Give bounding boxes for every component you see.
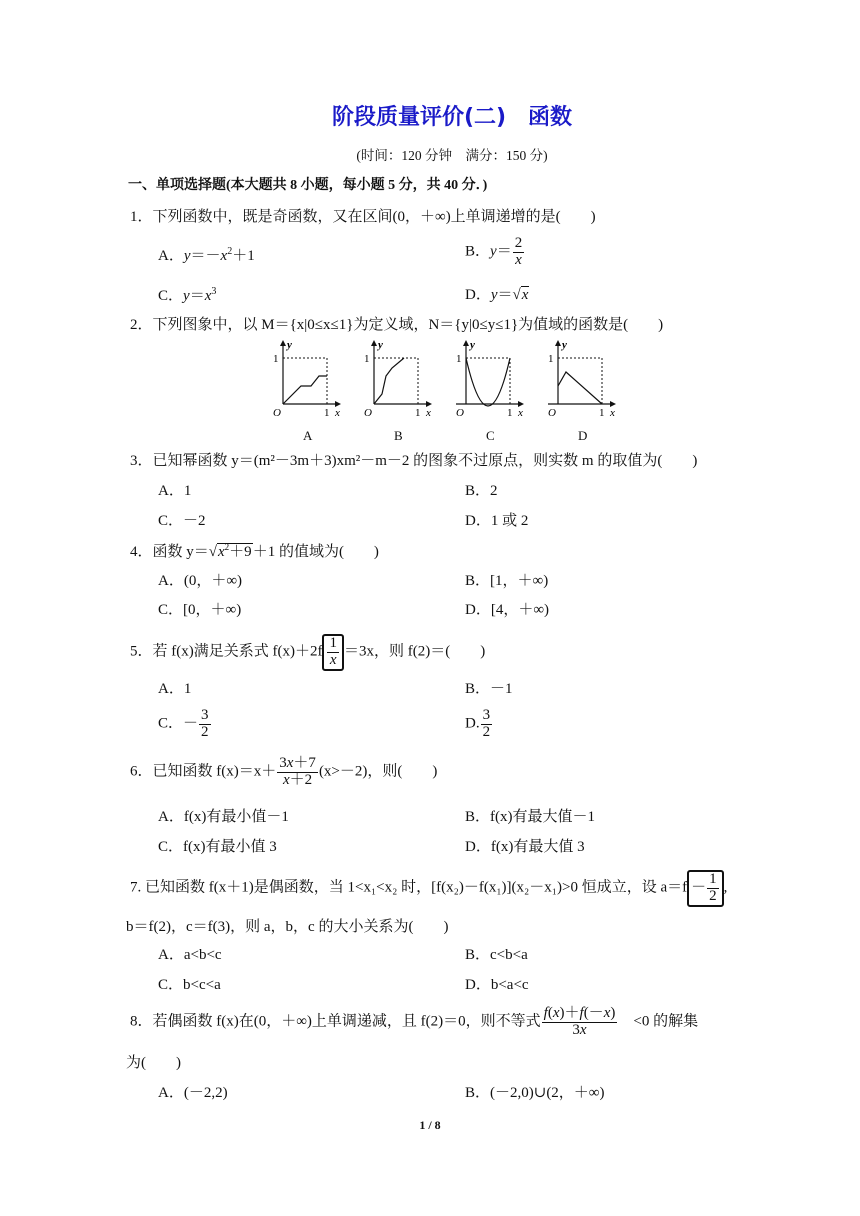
question-3-option-c: C．－2 (158, 513, 206, 529)
graph-d (540, 338, 620, 420)
question-7-stem: 7. 已知函数 f(x＋1)是偶函数，当 1<x₁<x₂ 时，[f(x₂)－f(x₁)](x₂－x₁)>0 恒成立，设 a＝f － $\frac{1}{2}$ , (130, 870, 727, 907)
question-4-option-b: B．[1，＋∞) (465, 573, 549, 589)
axis-y-label: y (287, 339, 292, 351)
question-3-stem: 3．已知幂函数 y＝(m²－3m＋3)xm²－m－2 的图象不过原点，则实数 m 的取值为( ) (130, 453, 698, 469)
question-6-option-a: A．f(x)有最小值－1 (158, 809, 289, 825)
axis-x-label: x (518, 407, 523, 419)
origin-label: O (273, 407, 281, 419)
question-5-option-a: A．1 (158, 681, 192, 697)
axis-y-label: y (470, 339, 475, 351)
question-6-option-b: B．f(x)有最大值－1 (465, 809, 595, 825)
question-3-option-d: D．1 或 2 (465, 513, 529, 529)
question-8-option-b: B．(－2,0)∪(2，＋∞) (465, 1085, 605, 1101)
question-3-option-a: A．1 (158, 483, 192, 499)
question-5-stem: 5．若 f(x)满足关系式 f(x)＋2f $\frac{1}{x}$ ＝3x，则 f(2)＝( ) (130, 634, 485, 671)
question-7-option-b: B．c<b<a (465, 947, 528, 963)
page-title: 阶段质量评价(二) 函数 (331, 105, 573, 130)
origin-label: O (548, 407, 556, 419)
graph-c-label: C (486, 428, 495, 443)
tick-1-x: 1 (324, 407, 330, 419)
graph-a-label: A (303, 428, 313, 443)
axis-y-label: y (378, 339, 383, 351)
tick-1-y: 1 (548, 353, 554, 365)
question-5-option-b: B．－1 (465, 681, 513, 697)
question-6-stem: 6．已知函数 f(x)＝x＋ $\frac{3x+7}{x+2}$ (x>－2)，则( ) (130, 755, 438, 788)
question-5-option-c: C．－ $\frac{3}{2}$ (158, 707, 209, 740)
question-6-option-c: C．f(x)有最小值 3 (158, 839, 277, 855)
axis-x-label: x (335, 407, 340, 419)
question-7-stem-cont: b＝f(2)，c＝f(3)，则 a，b，c 的大小关系为( ) (126, 919, 449, 935)
exam-info: (时间：120 分钟 满分：150 分) (356, 148, 548, 163)
axis-x-label: x (610, 407, 615, 419)
question-1-option-c: C．$y=x^3$ (158, 286, 217, 304)
graph-a (265, 338, 345, 420)
tick-1-y: 1 (456, 353, 462, 365)
graph-d-label: D (578, 428, 588, 443)
question-2-stem: 2．下列图象中，以 M＝{x|0≤x≤1}为定义域，N＝{y|0≤y≤1}为值域的函数是( ) (130, 317, 664, 333)
section-heading: 一、单项选择题(本大题共 8 小题，每小题 5 分，共 40 分．) (128, 178, 488, 193)
page-number: 1 / 8 (419, 1118, 441, 1132)
axis-x-label: x (426, 407, 431, 419)
tick-1-y: 1 (364, 353, 370, 365)
question-5-option-d: D. $\frac{3}{2}$ (465, 707, 491, 740)
tick-1-x: 1 (599, 407, 605, 419)
question-8-option-a: A．(－2,2) (158, 1085, 228, 1101)
question-6-option-d: D．f(x)有最大值 3 (465, 839, 585, 855)
question-8-stem: 8．若偶函数 f(x)在(0，＋∞)上单调递减，且 f(2)＝0，则不等式 $\frac{f(x)+f(-x)}{3x}$ <0 的解集 (130, 1005, 699, 1038)
tick-1-y: 1 (273, 353, 279, 365)
question-3-option-b: B．2 (465, 483, 498, 499)
graph-b (356, 338, 436, 420)
question-4-option-d: D．[4，＋∞) (465, 602, 550, 618)
graph-b-label: B (394, 428, 403, 443)
question-1-option-b: B．y＝ $\frac{2}{x}$ (465, 235, 523, 268)
question-1-option-d: D．y＝√x (465, 287, 529, 303)
question-1-stem: 1．下列函数中，既是奇函数，又在区间(0，＋∞)上单调递增的是( ) (130, 209, 596, 225)
question-7-option-c: C．b<c<a (158, 977, 221, 993)
question-7-option-a: A．a<b<c (158, 947, 222, 963)
axis-y-label: y (562, 339, 567, 351)
question-4-option-c: C．[0，＋∞) (158, 602, 242, 618)
question-8-stem-cont: 为( ) (126, 1055, 181, 1071)
graph-c (448, 338, 528, 420)
question-4-option-a: A．(0，＋∞) (158, 573, 243, 589)
question-1-option-a: A．$y=-x^2+1$ (158, 246, 255, 264)
tick-1-x: 1 (507, 407, 513, 419)
origin-label: O (364, 407, 372, 419)
tick-1-x: 1 (415, 407, 421, 419)
origin-label: O (456, 407, 464, 419)
question-4-stem: 4．函数 $y=√x^2+9+1$ 的值域为( ) (130, 542, 379, 560)
question-7-option-d: D．b<a<c (465, 977, 529, 993)
